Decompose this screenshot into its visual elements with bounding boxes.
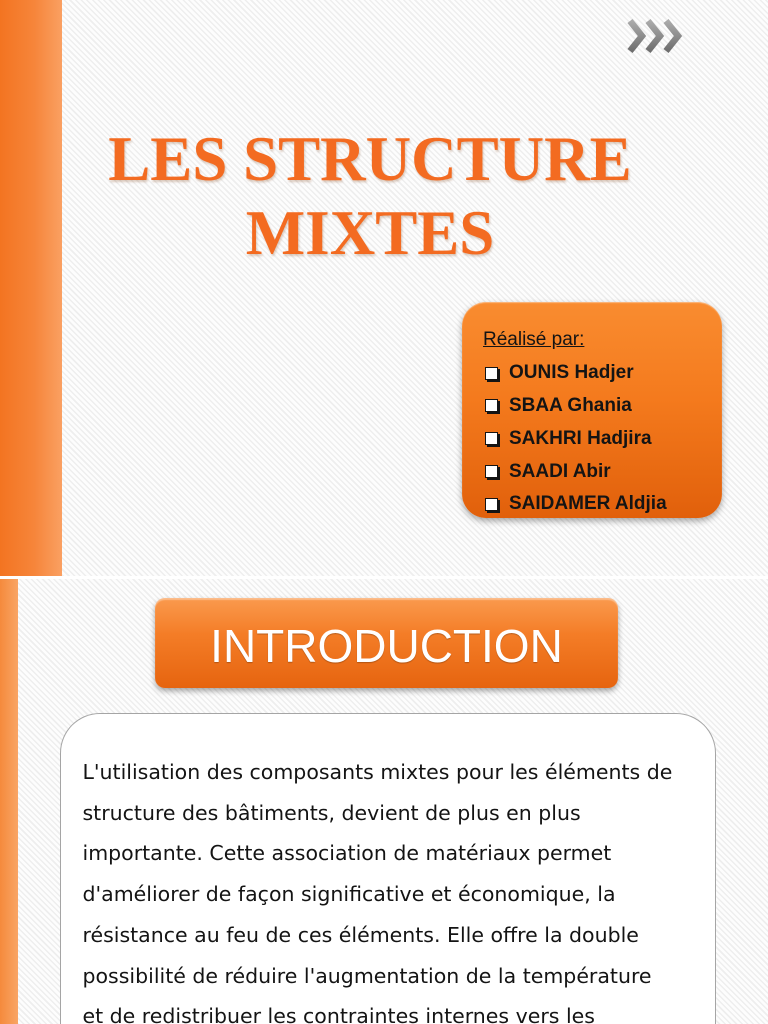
intro-text-line: d'améliorer de façon significative et économique, la (82, 882, 616, 907)
intro-text-line: importante. Cette association de matériaux permet (82, 841, 612, 866)
intro-text-box (60, 713, 716, 1024)
author-list (483, 357, 722, 521)
intro-text-line: structure des bâtiments, devient de plus en plus (82, 800, 581, 825)
credits-box (462, 302, 722, 518)
slide-title (0, 122, 740, 270)
checkbox-icon (485, 432, 498, 445)
author-item (483, 455, 722, 488)
author-name: SAADI Abir (509, 460, 611, 482)
intro-text-line: résistance au feu de ces éléments. Elle offre la double (82, 922, 639, 947)
intro-text-line: possibilité de réduire l'augmentation de la température (82, 963, 652, 988)
author-item (483, 422, 722, 455)
author-item (483, 390, 722, 423)
credits-heading: Réalisé par: (483, 329, 585, 350)
author-item (483, 488, 722, 521)
checkbox-icon (485, 465, 498, 478)
intro-text-line: L'utilisation des composants mixtes pour les éléments de (82, 760, 673, 784)
checkbox-icon (485, 367, 498, 380)
author-item (483, 357, 722, 390)
intro-slide-accent-bar (0, 579, 18, 1024)
slide-title-line: MIXTES (245, 198, 495, 268)
title-slide-accent-bar (0, 0, 62, 576)
checkbox-icon (485, 399, 498, 412)
intro-slide (0, 579, 768, 1024)
slide-title-line: LES STRUCTURE (108, 124, 632, 194)
author-name: SAKHRI Hadjira (509, 427, 652, 449)
checkbox-icon (485, 498, 498, 511)
forward-chevrons-icon (625, 17, 683, 55)
introduction-banner (155, 598, 618, 688)
introduction-label: INTRODUCTION (210, 620, 563, 672)
author-name: SAIDAMER Aldjia (509, 493, 667, 515)
author-name: OUNIS Hadjer (509, 362, 634, 384)
author-name: SBAA Ghania (509, 394, 632, 416)
intro-text-line: et de redistribuer les contraintes internes vers les (82, 1004, 595, 1024)
